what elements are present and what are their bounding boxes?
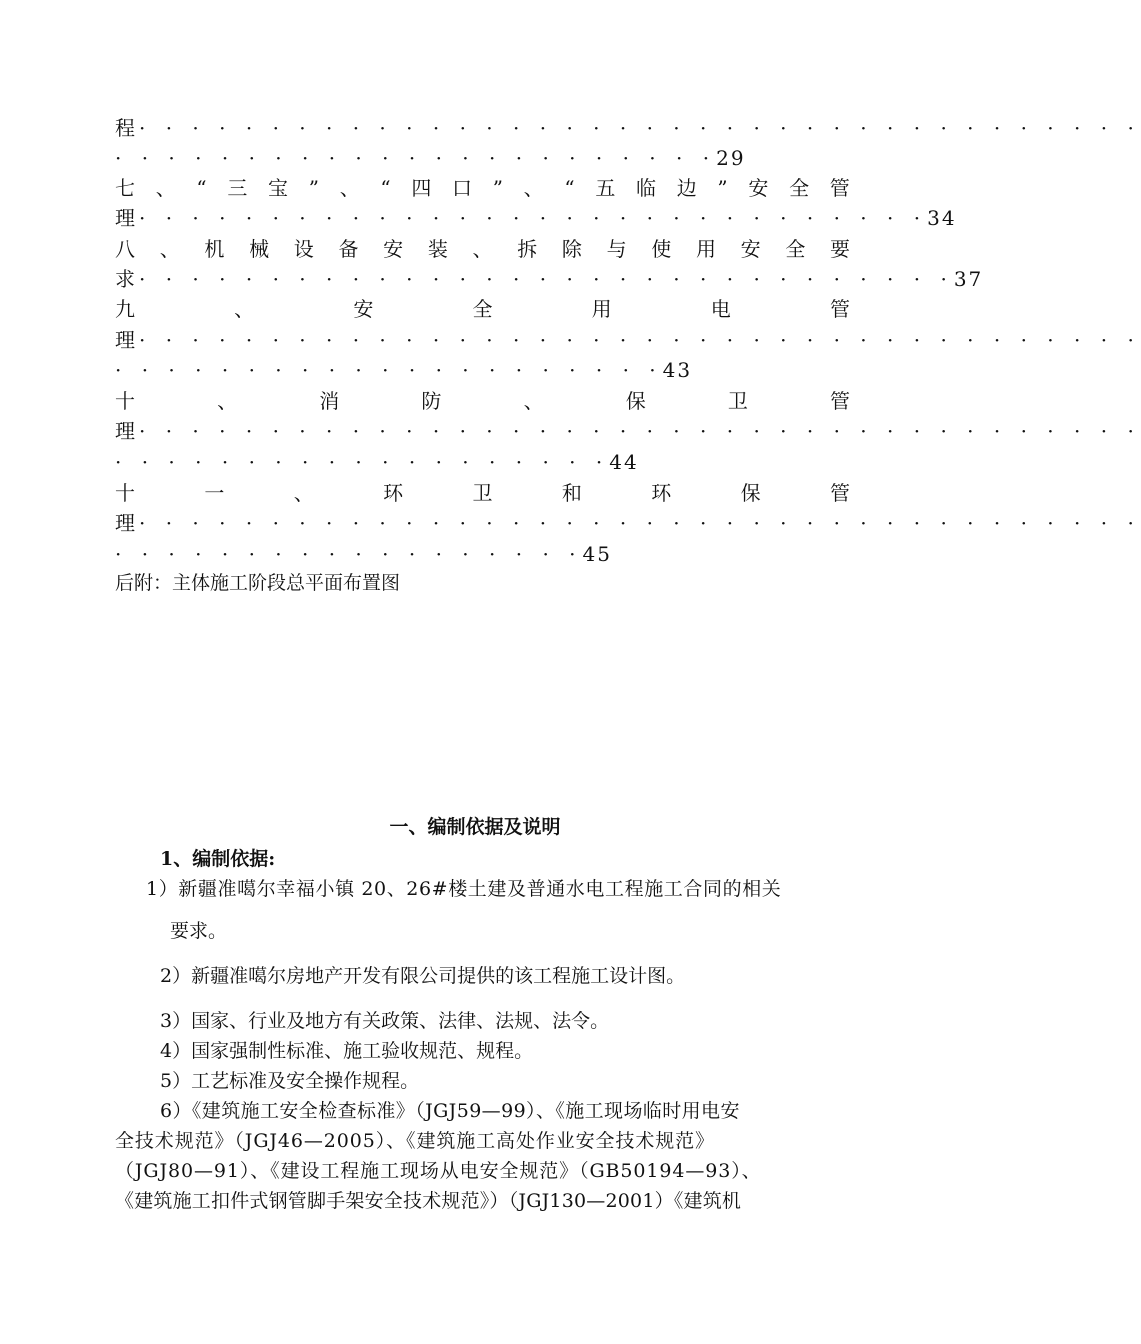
toc-line-char: 理	[115, 511, 135, 535]
toc-leader-dots: · · · · · · · · · · · · · · · · · · · · · · · · · · · · · · · · · · · · · ·	[139, 511, 1141, 535]
toc-entry-line-item11	[115, 510, 1141, 536]
toc-title-char: 十	[115, 481, 135, 505]
basis-item-5: 5）工艺标准及安全操作规程。	[160, 1070, 420, 1092]
toc-page-number: 34	[927, 206, 957, 230]
toc-title-char: 五	[595, 176, 616, 200]
toc-title-char: 宝	[268, 176, 289, 200]
toc-title-char: 拆	[517, 237, 538, 261]
toc-title-char: 保	[625, 389, 646, 413]
toc-line-char: 求	[115, 267, 135, 291]
toc-line-char: 程	[115, 116, 135, 140]
toc-title-char: 环	[383, 481, 404, 505]
toc-leader-dots: · · · · · · · · · · · · · · · · · · · · · · · · · · · · · ·	[139, 206, 928, 230]
toc-entry-line-item8	[115, 266, 984, 292]
toc-title-char: 四	[411, 176, 432, 200]
toc-title-char: 卫	[472, 481, 493, 505]
toc-line-char: 理	[115, 419, 135, 443]
toc-entry-title-item11	[115, 480, 850, 506]
toc-title-char: 机	[204, 237, 225, 261]
toc-entry-title-item10	[115, 388, 850, 414]
toc-leader-dots: · · · · · · · · · · · · · · · · · · · · · · ·	[115, 146, 717, 170]
toc-title-char: 使	[651, 237, 672, 261]
toc-title-char: 保	[740, 481, 761, 505]
toc-entry-line-item9	[115, 327, 1141, 353]
toc-title-char: 卫	[727, 389, 748, 413]
basis-item-3: 3）国家、行业及地方有关政策、法律、法规、法令。	[160, 1010, 610, 1032]
basis-item-6-line-1: 6）《建筑施工安全检查标准》（JGJ59—99）、《施工现场临时用电安	[160, 1100, 740, 1122]
toc-leader-dots: · · · · · · · · · · · · · · · · · · · · · · · · · · · · · · ·	[139, 267, 954, 291]
toc-title-char: 七	[115, 176, 135, 200]
toc-title-char: “	[196, 176, 207, 200]
toc-title-char: 、	[339, 176, 360, 200]
toc-title-char: 八	[115, 237, 135, 261]
toc-title-char: 安	[383, 237, 404, 261]
toc-title-char: 管	[829, 389, 850, 413]
basis-item-6-line-2: 全技术规范》（JGJ46—2005）、《建筑施工高处作业安全技术规范》	[115, 1130, 715, 1152]
toc-title-char: 管	[829, 297, 850, 321]
toc-title-char: 管	[829, 176, 850, 200]
toc-title-char: 安	[748, 176, 769, 200]
toc-entry-line-item6	[115, 115, 1141, 141]
toc-entry-line-item9	[115, 357, 850, 383]
basis-item-1: 1）新疆准噶尔幸福小镇 20、26#楼土建及普通水电工程施工合同的相关	[146, 878, 782, 900]
basis-item-2: 2）新疆准噶尔房地产开发有限公司提供的该工程施工设计图。	[160, 965, 686, 987]
toc-title-char: 与	[606, 237, 627, 261]
toc-title-char: 、	[155, 176, 176, 200]
toc-leader-dots: · · · · · · · · · · · · · · · · · · · · ·	[115, 358, 663, 382]
toc-title-char: 除	[561, 237, 582, 261]
toc-title-char: 安	[740, 237, 761, 261]
toc-title-char: 用	[695, 237, 716, 261]
basis-item-6-line-3: （JGJ80—91）、《建设工程施工现场从电安全规范》（GB50194—93）、	[115, 1160, 762, 1182]
toc-page-number: 45	[582, 542, 612, 566]
toc-title-char: 全	[785, 237, 806, 261]
toc-title-char: 、	[234, 297, 255, 321]
toc-title-char: 、	[523, 389, 544, 413]
toc-page-number: 43	[662, 358, 693, 382]
toc-title-char: 要	[830, 237, 850, 261]
toc-title-char: 临	[636, 176, 657, 200]
toc-title-char: 三	[227, 176, 248, 200]
toc-title-char: 边	[676, 176, 697, 200]
toc-entry-line-item10	[115, 449, 850, 475]
toc-title-char: 械	[249, 237, 270, 261]
toc-title-char: 和	[561, 481, 582, 505]
toc-leader-dots: · · · · · · · · · · · · · · · · · ·	[115, 542, 583, 566]
toc-title-char: 、	[472, 237, 493, 261]
toc-leader-dots: · · · · · · · · · · · · · · · · · · · · · · · · · · · · · · · · · · · · · ·	[139, 328, 1141, 352]
toc-entry-line-item11	[115, 541, 850, 567]
toc-title-char: 一	[204, 481, 225, 505]
toc-title-char: 安	[353, 297, 374, 321]
toc-title-char: ”	[308, 176, 319, 200]
toc-title-char: 全	[472, 297, 493, 321]
toc-line-char: 理	[115, 328, 135, 352]
toc-entry-line-item6	[115, 145, 850, 171]
toc-entry-title-item9	[115, 296, 850, 322]
toc-page-number: 44	[609, 450, 639, 474]
toc-title-char: 用	[591, 297, 612, 321]
toc-title-char: 装	[427, 237, 448, 261]
toc-title-char: 口	[452, 176, 473, 200]
toc-title-char: 设	[293, 237, 314, 261]
toc-leader-dots: · · · · · · · · · · · · · · · · · · · · · · · · · · · · · · · · · · · · · ·	[139, 116, 1141, 140]
toc-title-char: 电	[710, 297, 731, 321]
toc-title-char: 管	[830, 481, 850, 505]
toc-title-char: 全	[789, 176, 810, 200]
toc-title-char: 备	[338, 237, 359, 261]
toc-title-char: 环	[651, 481, 672, 505]
toc-leader-dots: · · · · · · · · · · · · · · · · · · ·	[115, 450, 610, 474]
appendix-note: 后附：主体施工阶段总平面布置图	[115, 572, 401, 594]
toc-page-number: 29	[716, 146, 746, 170]
toc-title-char: 防	[421, 389, 442, 413]
toc-title-char: 、	[159, 237, 180, 261]
toc-entry-line-item7	[115, 205, 957, 231]
toc-title-char: “	[380, 176, 391, 200]
basis-item-4: 4）国家强制性标准、施工验收规范、规程。	[160, 1040, 534, 1062]
toc-entry-line-item10	[115, 418, 1141, 444]
subsection-title: 1、编制依据:	[160, 848, 276, 870]
basis-item-1-cont: 要求。	[170, 920, 228, 942]
toc-title-char: ”	[717, 176, 728, 200]
section-title: 一、编制依据及说明	[389, 816, 561, 838]
toc-title-char: 、	[217, 389, 238, 413]
toc-entry-title-item7	[115, 175, 850, 201]
toc-title-char: 、	[523, 176, 544, 200]
toc-title-char: 九	[115, 297, 135, 321]
toc-leader-dots: · · · · · · · · · · · · · · · · · · · · · · · · · · · · · · · · · · · · · ·	[139, 419, 1141, 443]
toc-title-char: 、	[293, 481, 314, 505]
toc-line-char: 理	[115, 206, 135, 230]
toc-page-number: 37	[953, 267, 984, 291]
toc-entry-title-item8	[115, 236, 850, 262]
toc-title-char: “	[564, 176, 575, 200]
toc-title-char: 十	[115, 389, 135, 413]
basis-item-6-line-4: 《建筑施工扣件式钢管脚手架安全技术规范》）（JGJ130—2001）《建筑机	[115, 1190, 742, 1212]
toc-title-char: ”	[492, 176, 503, 200]
toc-title-char: 消	[319, 389, 340, 413]
